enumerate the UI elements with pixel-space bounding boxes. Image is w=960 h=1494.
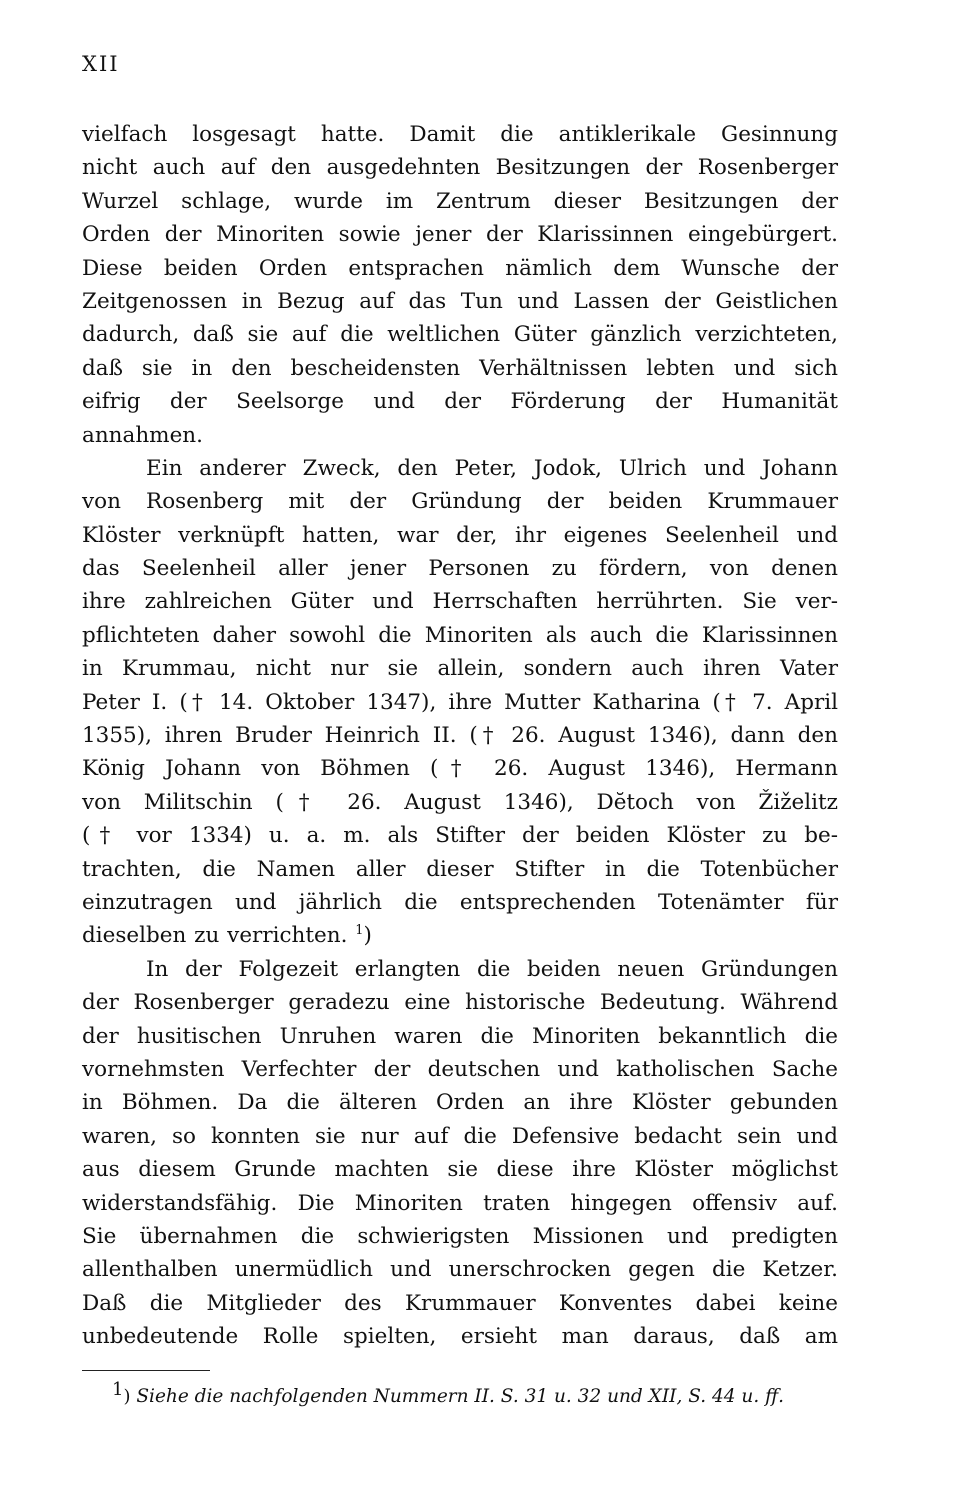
text-line: Klöster verknüpft hatten, war der, ihr eigenes Seelenheil und: [82, 522, 838, 548]
text-line: Daß die Mitglieder des Krummauer Konventes dabei keine: [82, 1290, 838, 1316]
text-line: dieselben zu verrichten. $^1$): [82, 923, 372, 949]
footnote-marker: 1: [112, 1378, 124, 1400]
text-line: Ein anderer Zweck, den Peter, Jodok, Ulrich und Johann: [146, 455, 838, 481]
text-line: ihre zahlreichen Güter und Herrschaften herrührten. Sie ver-: [82, 589, 838, 615]
text-line: Sie übernahmen die schwierigsten Missionen und predigten: [82, 1223, 838, 1249]
text-line: waren, so konnten sie nur auf die Defensive bedacht sein und: [82, 1123, 838, 1149]
text-line: von Rosenberg mit der Gründung der beiden Krummauer: [82, 489, 838, 515]
text-line: eifrig der Seelsorge und der Förderung der Humanität: [82, 389, 838, 415]
text-line: widerstandsfähig. Die Minoriten traten hingegen offensiv auf.: [82, 1190, 838, 1216]
text-line: der Rosenberger geradezu eine historische Bedeutung. Während: [82, 990, 838, 1016]
text-line: In der Folgezeit erlangten die beiden neuen Gründungen: [146, 956, 838, 982]
body-text: [82, 118, 838, 1353]
text-line: daß sie in den bescheidensten Verhältnissen lebten und sich: [82, 355, 838, 381]
text-line: in Krummau, nicht nur sie allein, sondern auch ihren Vater: [82, 656, 838, 682]
footnote-reference: 1: [355, 923, 364, 939]
text-line: annahmen.: [82, 422, 203, 448]
text-line: Peter I. († 14. Oktober 1347), ihre Mutter Katharina († 7. April: [82, 689, 838, 715]
text-line: unbedeutende Rolle spielten, ersieht man daraus, daß am: [82, 1324, 838, 1350]
text-line: Wurzel schlage, wurde im Zentrum dieser Besitzungen der: [82, 188, 838, 214]
text-line: allenthalben unermüdlich und unerschrocken gegen die Ketzer.: [82, 1257, 838, 1283]
text-line: († vor 1334) u. a. m. als Stifter der beiden Klöster zu be-: [82, 823, 838, 849]
text-line: Diese beiden Orden entsprachen nämlich dem Wunsche der: [82, 255, 838, 281]
text-line: vornehmsten Verfechter der deutschen und katholischen Sache: [82, 1056, 838, 1082]
page-number: XII: [82, 52, 120, 76]
text-line: König Johann von Böhmen († 26. August 1346), Hermann: [82, 756, 838, 782]
text-line: Orden der Minoriten sowie jener der Klarissinnen eingebürgert.: [82, 222, 838, 248]
text-line: von Militschin († 26. August 1346), Dĕtoch von Žiželitz: [82, 789, 838, 815]
footnote: $^1$) Siehe die nachfolgenden Nummern II. S. 31 u. 32 und XII, S. 44 u. ff.: [112, 1378, 785, 1407]
text-line: Zeitgenossen in Bezug auf das Tun und Lassen der Geistlichen: [82, 288, 838, 314]
text-line: der husitischen Unruhen waren die Minoriten bekanntlich die: [82, 1023, 838, 1049]
text-line: trachten, die Namen aller dieser Stifter in die Totenbücher: [82, 856, 838, 882]
text-line-content: dieselben zu verrichten.: [82, 923, 348, 949]
footnote-rule: [82, 1370, 210, 1371]
text-line: das Seelenheil aller jener Personen zu fördern, von denen: [82, 556, 838, 582]
text-line: 1355), ihren Bruder Heinrich II. († 26. August 1346), dann den: [82, 723, 838, 749]
text-line: vielfach losgesagt hatte. Damit die antiklerikale Gesinnung: [82, 122, 838, 147]
text-line: in Böhmen. Da die älteren Orden an ihre Klöster gebunden: [82, 1090, 838, 1116]
text-line: aus diesem Grunde machten sie diese ihre Klöster möglichst: [82, 1157, 838, 1183]
text-line: nicht auch auf den ausgedehnten Besitzungen der Rosenberger: [82, 155, 838, 181]
footnote-text: Siehe die nachfolgenden Nummern II. S. 31 u. 32 und XII, S. 44 u. ff.: [136, 1386, 785, 1407]
text-line: pflichteten daher sowohl die Minoriten als auch die Klarissinnen: [82, 622, 838, 648]
text-line: dadurch, daß sie auf die weltlichen Güter gänzlich verzichteten,: [82, 322, 838, 348]
text-line: einzutragen und jährlich die entsprechenden Totenämter für: [82, 889, 838, 915]
